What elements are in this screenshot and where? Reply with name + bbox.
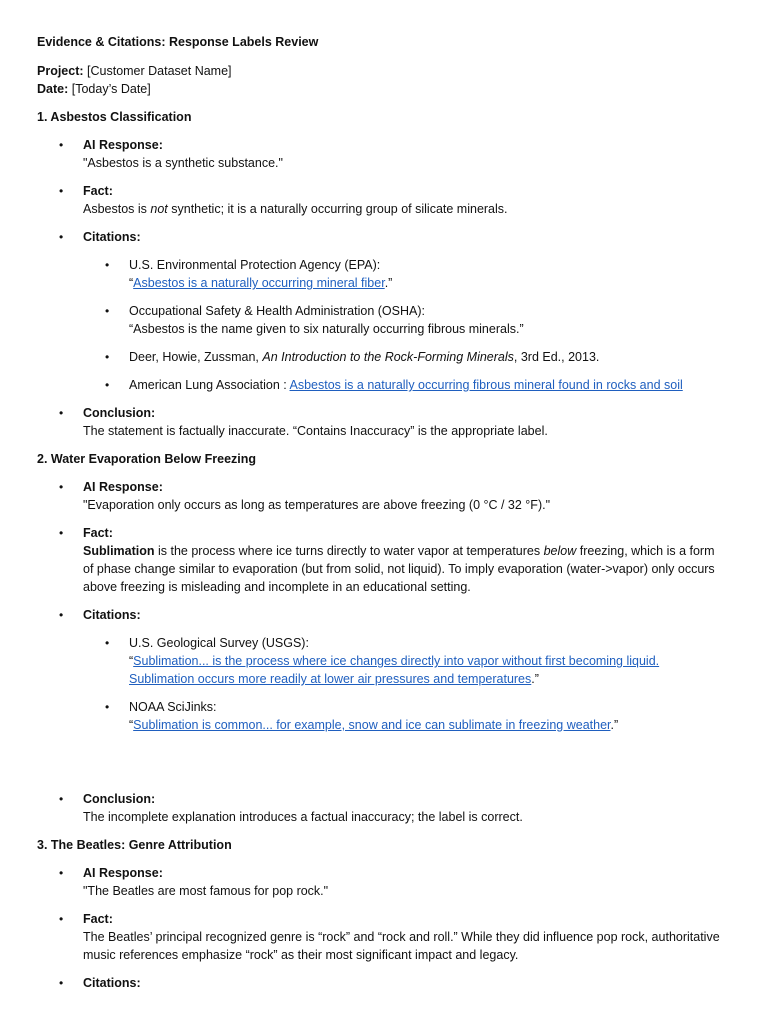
s2-conclusion-label: Conclusion: [83,792,156,806]
s2-c2-source: NOAA SciJinks: [129,700,217,714]
quote-open: “ [129,276,134,290]
s3-ai-response [37,864,727,900]
s1-c3-authors: Deer, Howie, Zussman, [129,350,263,364]
blank-space [37,734,727,780]
s1-c3-edition: , 3rd Ed., 2013. [513,350,600,364]
s1-fact-pre: Asbestos is [83,202,151,216]
s2-c2-quote [129,716,727,734]
s1-citation-book [37,348,727,366]
bullet-icon: • [59,912,64,926]
s1-fact-label: Fact: [83,184,113,198]
s3-citations [37,974,727,992]
bullet-icon: • [105,350,110,364]
bullet-icon: • [59,608,64,622]
s1-c2-source: Occupational Safety & Health Administration (OSHA): [129,304,425,318]
bullet-icon: • [59,184,64,198]
s2-fact-post: freezing, which is a form of phase change similar to evaporation (but from solid, not liquid). To imply evaporation (water->vapor) only occurs above freezing is misleading and incomplete in an educational setting. [83,544,715,594]
bullet-icon: • [105,378,110,392]
s1-citation-ala [37,376,727,394]
bullet-icon: • [59,480,64,494]
bullet-icon: • [59,526,64,540]
s1-c4-text [129,376,727,394]
s3-ai-text: "The Beatles are most famous for pop rock." [83,884,329,898]
s1-c4-link[interactable]: Asbestos is a naturally occurring fibrous mineral found in rocks and soil [289,378,683,392]
bullet-icon: • [59,976,64,990]
s2-ai-label: AI Response: [83,480,163,494]
s1-c3-book-title: An Introduction to the Rock-Forming Minerals [262,350,514,364]
section-3-heading: 3. The Beatles: Genre Attribution [37,838,232,852]
date-label: Date: [37,82,69,96]
quote-open: “ [129,718,134,732]
s2-fact [37,524,727,596]
s1-fact-text [83,200,727,218]
s2-citation-usgs [37,634,727,688]
date-value: [Today’s Date] [68,82,151,96]
s1-citation-osha [37,302,727,338]
s2-fact-term: Sublimation [83,544,155,558]
s1-c1-link[interactable]: Asbestos is a naturally occurring mineral fiber [133,276,385,290]
s2-citations-label: Citations: [83,608,141,622]
s1-c2-quote: “Asbestos is the name given to six naturally occurring fibrous minerals.” [129,322,524,336]
s3-fact-label: Fact: [83,912,113,926]
s2-fact-pre: is the process where ice turns directly to water vapor at temperatures [154,544,544,558]
document-page [37,33,727,992]
project-line [37,62,727,80]
quote-close: .” [384,276,393,290]
quote-open: “ [129,654,134,668]
bullet-icon: • [105,700,110,714]
document-title: Evidence & Citations: Response Labels Review [37,35,319,49]
date-line [37,80,727,98]
s1-citation-epa [37,256,727,292]
s1-citations-label: Citations: [83,230,141,244]
bullet-icon: • [59,866,64,880]
s2-fact-emphasis: below [543,544,577,558]
s3-fact-text: The Beatles’ principal recognized genre is “rock” and “rock and roll.” While they did influence pop rock, authoritative music references emphasize “rock” as their most significant impact and legacy. [83,930,720,962]
s1-ai-response [37,136,727,172]
s1-fact [37,182,727,218]
s1-ai-text: "Asbestos is a synthetic substance." [83,156,283,170]
bullet-icon: • [59,230,64,244]
s2-ai-text: "Evaporation only occurs as long as temperatures are above freezing (0 °C / 32 °F)." [83,498,551,512]
quote-close: .” [531,672,539,686]
s2-c1-link[interactable]: Sublimation... is the process where ice changes directly into vapor without first becoming liquid. Sublimation occurs more readily at lower air pressures and temperatures [129,654,660,686]
s2-fact-label: Fact: [83,526,113,540]
s2-c1-source: U.S. Geological Survey (USGS): [129,636,309,650]
bullet-icon: • [59,138,64,152]
s1-conclusion-label: Conclusion: [83,406,156,420]
quote-close: .” [610,718,619,732]
project-label: Project: [37,64,84,78]
bullet-icon: • [105,636,110,650]
s1-fact-post: synthetic; it is a naturally occurring group of silicate minerals. [167,202,508,216]
section-2-heading: 2. Water Evaporation Below Freezing [37,452,257,466]
bullet-icon: • [105,304,110,318]
s2-c2-link[interactable]: Sublimation is common... for example, snow and ice can sublimate in freezing weather [133,718,611,732]
s1-conclusion [37,404,727,440]
s2-c1-quote [129,652,727,688]
s1-c3-text [129,348,727,366]
s1-c1-source: U.S. Environmental Protection Agency (EPA): [129,258,381,272]
section-1-heading: 1. Asbestos Classification [37,110,192,124]
bullet-icon: • [105,258,110,272]
s1-citations [37,228,727,246]
s2-conclusion-text: The incomplete explanation introduces a factual inaccuracy; the label is correct. [83,810,523,824]
s1-c1-quote [129,274,727,292]
s2-citation-noaa [37,698,727,734]
s1-conclusion-text: The statement is factually inaccurate. “Contains Inaccuracy” is the appropriate label. [83,424,548,438]
s2-ai-response [37,478,727,514]
s3-fact [37,910,727,964]
s2-fact-text [83,542,727,596]
bullet-icon: • [59,406,64,420]
s2-citations [37,606,727,624]
project-value: [Customer Dataset Name] [83,64,232,78]
bullet-icon: • [59,792,64,806]
s2-conclusion [37,790,727,826]
s3-ai-label: AI Response: [83,866,163,880]
s1-c4-source: American Lung Association : [129,378,290,392]
s1-fact-emphasis: not [150,202,168,216]
s1-ai-label: AI Response: [83,138,163,152]
s3-citations-label: Citations: [83,976,141,990]
